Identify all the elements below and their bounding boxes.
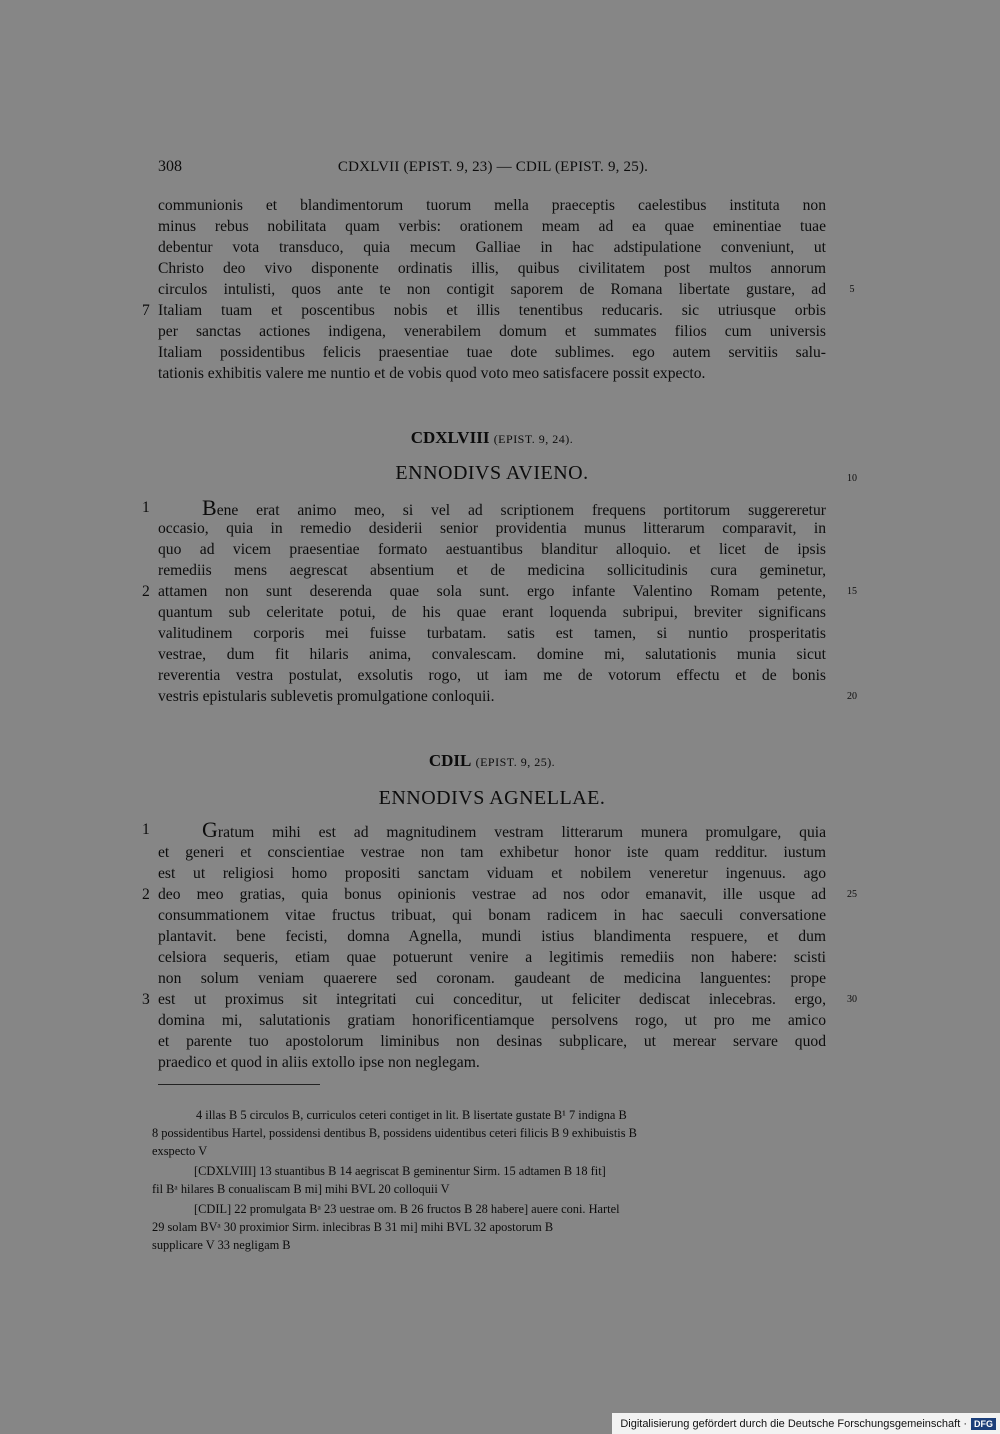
epist-label: (EPIST. 9, 25). xyxy=(475,755,556,769)
footnote-line: [CDXLVIII] 13 stuantibus B 14 aegriscat B geminentur Sirm. 15 adtamen B 18 fit] xyxy=(194,1164,606,1178)
text-line: valitudinem corporis mei fuisse turbatam. satis est tamen, si nuntio prosperitatis xyxy=(158,625,826,642)
line-number: 20 xyxy=(847,691,857,702)
running-head xyxy=(158,158,828,180)
text-line: minus rebus nobilitata quam verbis: orationem meam ad ea quae eminentiae tuae xyxy=(158,218,826,235)
text-line: remediis mens aegrescat absentium et de medicina sollicitudinis cura geminetur, xyxy=(158,562,826,579)
text-line: est ut religiosi homo propositi sanctam viduam et nobilem veneretur ingenuus. ago xyxy=(158,865,826,882)
section-mark: 1 xyxy=(142,499,150,516)
text-line: celsiora sequeris, etiam quae potuerunt venire a legitimis remediis non habere: scisti xyxy=(158,949,826,966)
page-number: 308 xyxy=(158,158,182,175)
text-line: vestris epistularis sublevetis promulgatione conloquii. xyxy=(158,688,495,705)
text-line: quantum sub celeritate potui, de his quae erant loquenda subripui, breviter significans xyxy=(158,604,826,621)
letter-449-heading xyxy=(158,751,826,771)
letter-448-addressee: ENNODIVS AVIENO. xyxy=(395,462,589,484)
text-line: circulos intulisti, quos ante te non contigit saporem de Romana libertate gustare, ad xyxy=(158,281,826,298)
section-mark: 2 xyxy=(142,583,150,600)
text-line: debentur vota transduco, quia mecum Galliae in hac adstipulatione conveniunt, ut xyxy=(158,239,826,256)
running-title: CDXLVII (EPIST. 9, 23) — CDIL (EPIST. 9, 25). xyxy=(337,159,649,175)
text-line: deo meo gratias, quia bonus opinionis vestrae ad nos odor emanavit, ille usque ad xyxy=(158,886,826,903)
funding-footer xyxy=(612,1413,1000,1434)
text-line: per sanctas actiones indigena, venerabilem domum et summates filios cum universis xyxy=(158,323,826,340)
initial-letter: G xyxy=(202,817,218,842)
initial-letter: B xyxy=(202,495,217,520)
text-line-first xyxy=(158,497,826,518)
text-line: tationis exhibitis valere me nuntio et de vobis quod voto meo satisfacere possit expecto. xyxy=(158,365,706,382)
line-number: 10 xyxy=(847,473,857,484)
footnote-line: fil Bᵃ hilares B conualiscam B mi] mihi BVL 20 colloquii V xyxy=(152,1182,450,1196)
footnote-line: exspecto V xyxy=(152,1144,208,1158)
text-line-first xyxy=(158,819,826,840)
text-line: et generi et conscientiae vestrae non tam exhibetur honor iste quam redditur. iustum xyxy=(158,844,826,861)
letter-448-heading xyxy=(158,428,826,448)
footnote-line: 29 solam BVᵃ 30 proximior Sirm. inlecibras B 31 mi] mihi BVL 32 apostorum B xyxy=(152,1220,554,1234)
footnote-line: supplicare V 33 negligam B xyxy=(152,1238,291,1252)
text-line: est ut proximus sit integritati cui conceditur, ut feliciter dediscat inlecebras. ergo, xyxy=(158,991,826,1008)
footnote-rule xyxy=(158,1084,320,1085)
footnote-line: 8 possidentibus Hartel, possidensi dentibus B, possidens uidentibus ceteri filicis B 9 exhibuistis B xyxy=(152,1126,637,1140)
text-line: communionis et blandimentorum tuorum mella praeceptis caelestibus instituta non xyxy=(158,197,826,214)
first-line-rest: ratum mihi est ad magnitudinem vestram litterarum munera promulgare, quia xyxy=(217,824,826,841)
section-mark: 3 xyxy=(142,991,150,1008)
section-mark: 2 xyxy=(142,886,150,903)
footnote-line: [CDIL] 22 promulgata Bᵃ 23 uestrae om. B 26 fructos B 28 habere] auere coni. Hartel xyxy=(194,1202,620,1216)
text-line: quo ad vicem praesentiae formato aestuantibus blanditur alloquio. et licet de ipsis xyxy=(158,541,826,558)
letter-number: CDXLVIII xyxy=(410,428,490,447)
epist-label: (EPIST. 9, 24). xyxy=(493,432,574,446)
text-line: consummationem vitae fructus tribuat, qui bonam radicem in hac saeculi conversatione xyxy=(158,907,826,924)
text-line: domina mi, salutationis gratiam honorificentiamque persolvens rogo, ut pro me amico xyxy=(158,1012,826,1029)
footnote-line: 4 illas B 5 circulos B, curriculos ceteri contiget in lit. B lisertate gustate B¹ 7 indigna B xyxy=(196,1108,627,1122)
first-line-rest: ene erat animo meo, si vel ad scriptionem frequens portitorum suggereretur xyxy=(216,502,826,519)
section-mark: 1 xyxy=(142,821,150,838)
funding-text: Digitalisierung gefördert durch die Deutsche Forschungsgemeinschaft · xyxy=(620,1417,967,1430)
text-line: plantavit. bene fecisti, domna Agnella, mundi istius blandimenta respuere, et dum xyxy=(158,928,826,945)
text-line: et parente tuo apostolorum liminibus non desinas subplicare, ut merear servare quod xyxy=(158,1033,826,1050)
dfg-logo: DFG xyxy=(971,1418,996,1430)
line-number: 5 xyxy=(849,284,855,295)
text-line: non solum veniam quaerere sed coronam. gaudeant de medicina languentes: prope xyxy=(158,970,826,987)
letter-449-addressee: ENNODIVS AGNELLAE. xyxy=(378,787,606,809)
text-line: vestrae, dum fit hilaris anima, convalescam. domine mi, salutationis munia sicut xyxy=(158,646,826,663)
text-line: praedico et quod in aliis extollo ipse non neglegam. xyxy=(158,1054,480,1071)
line-number: 30 xyxy=(847,994,857,1005)
section-mark: 7 xyxy=(142,302,150,319)
text-line: Italiam tuam et poscentibus nobis et illis tenentibus reducaris. sic utriusque orbis xyxy=(158,302,826,319)
text-line: Italiam possidentibus felicis praesentiae tuae dote sublimes. ego autem servitiis salu- xyxy=(158,344,826,361)
text-line: Christo deo vivo disponente ordinatis illis, quibus civilitatem post multos annorum xyxy=(158,260,826,277)
text-line: reverentia vestra postulat, exsolutis rogo, ut iam me de votorum effectu et de bonis xyxy=(158,667,826,684)
line-number: 25 xyxy=(847,889,857,900)
text-line: attamen non sunt deserenda quae sola sunt. ergo infante Valentino Romam petente, xyxy=(158,583,826,600)
text-line: occasio, quia in remedio desiderii senior providentia munus litterarum comparavit, in xyxy=(158,520,826,537)
line-number: 15 xyxy=(847,586,857,597)
letter-number: CDIL xyxy=(428,751,472,770)
